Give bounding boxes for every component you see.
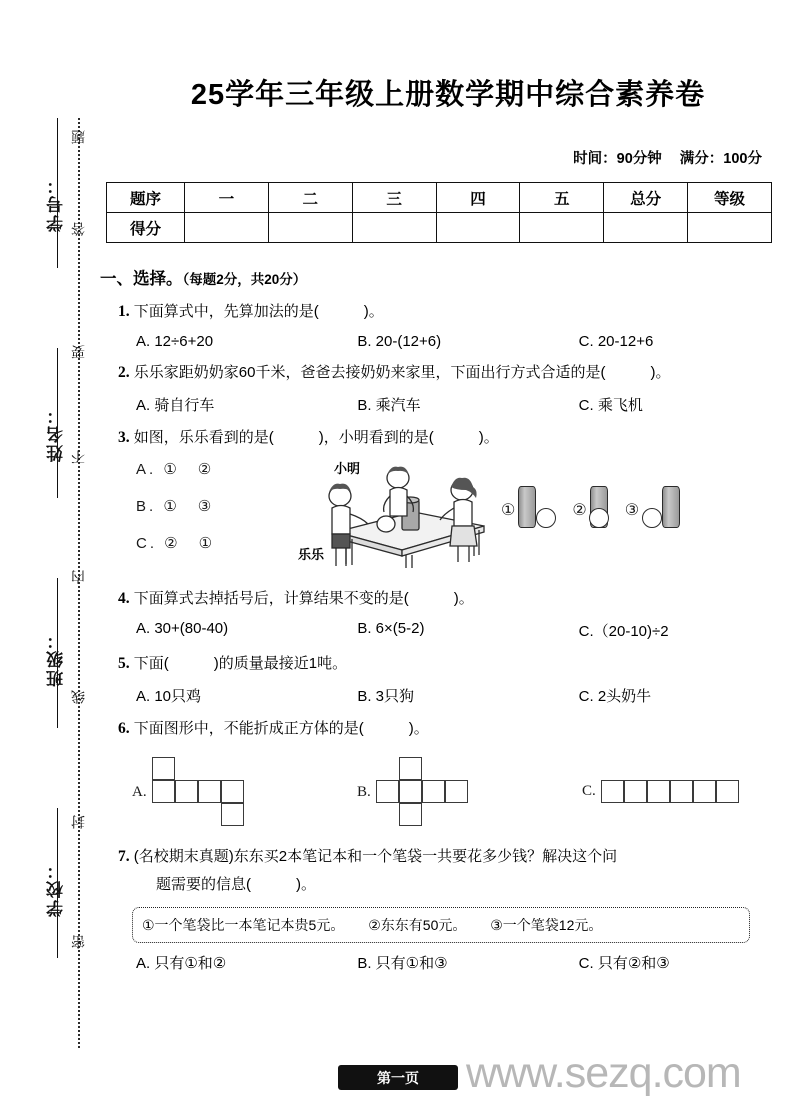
ball-shape	[642, 508, 662, 528]
view-number: ②	[572, 502, 587, 520]
net-cell	[670, 780, 693, 803]
question-text: 乐乐家距奶奶家60千米，爸爸去接奶奶来家里，下面出行方式合适的是( )。	[133, 364, 671, 382]
option-c[interactable]: C. 乘飞机	[578, 397, 643, 415]
option-c[interactable]: C. ② ①	[136, 535, 216, 553]
score-header-cell: 等级	[688, 183, 772, 213]
seal-char: 封	[70, 815, 86, 829]
cube-net-a	[152, 757, 246, 827]
question-text: 下面算式中，先算加法的是( )。	[133, 303, 384, 320]
option-b[interactable]: B. ① ③	[136, 498, 215, 516]
score-input-cell[interactable]	[520, 213, 604, 243]
question-7-options	[136, 952, 800, 973]
seal-char: 要	[70, 345, 86, 359]
option-a[interactable]: A. ① ②	[136, 461, 215, 479]
score-input-cell[interactable]	[268, 213, 352, 243]
question-number: 7.	[118, 848, 130, 866]
view-option-2[interactable]	[572, 486, 608, 528]
score-input-cell[interactable]	[436, 213, 520, 243]
table-row	[107, 213, 772, 243]
score-header-cell: 一	[185, 183, 269, 213]
net-cell	[422, 780, 445, 803]
question-number: 6.	[118, 720, 130, 738]
score-header-cell: 四	[436, 183, 520, 213]
info-item-1: ①一个笔袋比一本笔记本贵5元。	[142, 917, 345, 934]
net-cell	[601, 780, 624, 803]
question-5-options	[136, 685, 800, 706]
label-xiaoming: 小明	[334, 461, 361, 477]
view-number: ③	[624, 502, 640, 520]
option-b[interactable]: B. 20-(12+6)	[357, 333, 442, 351]
option-a[interactable]: A. 骑自行车	[136, 397, 215, 415]
option-c[interactable]: C. 只有②和③	[578, 955, 670, 973]
question-1-options	[136, 333, 800, 350]
question-number: 1.	[118, 303, 130, 320]
question-text: (名校期末真题)东东买2本笔记本和一个笔袋一共要花多少钱？解决这个问	[133, 848, 618, 866]
option-c-label: C.	[582, 783, 596, 800]
question-2	[118, 361, 800, 385]
question-text: 下面图形中，不能折成正方体的是( )。	[133, 720, 429, 738]
ball-shape	[589, 508, 609, 528]
exam-time: 时间：90分钟	[573, 151, 662, 167]
option-a[interactable]: A. 12÷6+20	[136, 333, 214, 351]
question-number: 4.	[118, 590, 130, 608]
score-table	[106, 182, 772, 243]
net-cell	[716, 780, 739, 803]
question-7-info-box	[132, 907, 750, 943]
net-cell	[693, 780, 716, 803]
site-watermark: www.sezq.com	[466, 1049, 741, 1097]
view-number: ①	[501, 502, 516, 520]
option-c[interactable]: C. 20-12+6	[578, 333, 654, 351]
net-cell	[152, 757, 175, 780]
seal-char: 内	[70, 570, 86, 584]
option-b-label: B.	[357, 783, 371, 800]
net-cell	[399, 757, 422, 780]
option-a[interactable]: A. 10只鸡	[136, 688, 202, 706]
score-input-cell[interactable]	[352, 213, 436, 243]
section-title: 一、选择。	[100, 270, 183, 288]
seal-char: 线	[70, 690, 86, 704]
seal-char: 不	[70, 450, 86, 464]
question-text: 如图，乐乐看到的是( )，小明看到的是( )。	[133, 429, 499, 447]
score-header-cell: 二	[268, 183, 352, 213]
option-a-label: A.	[132, 783, 147, 800]
net-cell	[399, 780, 422, 803]
seal-char: 题	[70, 130, 86, 144]
question-3-options	[136, 458, 306, 553]
question-3-view-options	[501, 486, 696, 528]
question-4-options	[136, 620, 800, 641]
field-student-id: 学号：	[47, 175, 66, 232]
view-option-1[interactable]	[501, 486, 556, 528]
net-cell	[221, 803, 244, 826]
score-header-cell: 总分	[604, 183, 688, 213]
field-student-name: 姓名：	[47, 405, 66, 462]
question-3	[118, 426, 800, 450]
score-input-cell[interactable]	[604, 213, 688, 243]
children-table-illustration	[298, 460, 496, 572]
question-1	[118, 300, 800, 324]
question-6-options	[132, 751, 800, 827]
question-text-line2: 题需要的信息( )。	[156, 876, 316, 894]
net-cell	[198, 780, 221, 803]
seal-char: 答	[70, 222, 86, 236]
question-7	[118, 845, 800, 896]
option-c[interactable]: C. 2头奶牛	[578, 688, 652, 706]
net-cell	[399, 803, 422, 826]
page-number-label: 第一页	[377, 1069, 419, 1086]
option-b[interactable]: B. 只有①和③	[357, 955, 448, 973]
option-a[interactable]: A. 30+(80-40)	[136, 620, 229, 638]
exam-meta	[96, 147, 762, 168]
score-header-cell: 三	[352, 183, 436, 213]
section-note: （每题2分，共20分）	[182, 272, 307, 287]
net-cell	[221, 780, 244, 803]
exam-page	[96, 0, 800, 1112]
exam-total-score: 满分：100分	[679, 151, 762, 167]
question-text: 下面算式去掉括号后，计算结果不变的是( )。	[133, 590, 474, 608]
question-3-figure-area	[96, 458, 800, 576]
view-option-3[interactable]	[625, 486, 680, 528]
option-a[interactable]	[132, 757, 246, 827]
net-cell	[647, 780, 670, 803]
score-header-cell: 题序	[107, 183, 185, 213]
score-input-cell[interactable]	[185, 213, 269, 243]
score-row-label: 得分	[107, 213, 185, 243]
score-input-cell[interactable]	[688, 213, 772, 243]
cube-net-c	[601, 780, 741, 803]
question-text: 下面( )的质量最接近1吨。	[133, 655, 348, 673]
net-cell	[152, 780, 175, 803]
option-b[interactable]	[357, 757, 470, 827]
info-item-3: ③一个笔袋12元。	[490, 917, 603, 934]
question-5	[118, 652, 800, 676]
seal-char: 密	[70, 935, 86, 949]
field-school: 学校：	[47, 860, 66, 917]
label-lele: 乐乐	[298, 547, 325, 563]
option-b[interactable]: B. 6×(5-2)	[357, 620, 425, 638]
option-b[interactable]: B. 乘汽车	[357, 397, 421, 415]
question-number: 5.	[118, 655, 130, 673]
net-cell	[624, 780, 647, 803]
net-cell	[376, 780, 399, 803]
info-item-2: ②东东有50元。	[368, 917, 467, 934]
page-title: 25学年三年级上册数学期中综合素养卷	[190, 79, 706, 111]
cylinder-shape	[518, 486, 536, 528]
question-4	[118, 587, 800, 611]
net-cell	[175, 780, 198, 803]
cube-net-b	[376, 757, 470, 827]
seal-margin	[0, 0, 96, 1112]
ball-shape	[536, 508, 556, 528]
question-number: 2.	[118, 364, 130, 382]
option-c[interactable]: C.（20-10)÷2	[578, 623, 669, 641]
question-2-options	[136, 394, 800, 415]
question-number: 3.	[118, 429, 130, 447]
question-6	[118, 717, 800, 741]
field-class: 班级：	[47, 630, 66, 687]
cylinder-shape	[662, 486, 680, 528]
option-b[interactable]: B. 3只狗	[357, 688, 415, 706]
table-row	[107, 183, 772, 213]
net-cell	[445, 780, 468, 803]
score-header-cell: 五	[520, 183, 604, 213]
section-heading-choice	[100, 265, 800, 289]
option-c[interactable]	[582, 780, 741, 803]
option-a[interactable]: A. 只有①和②	[136, 955, 227, 973]
